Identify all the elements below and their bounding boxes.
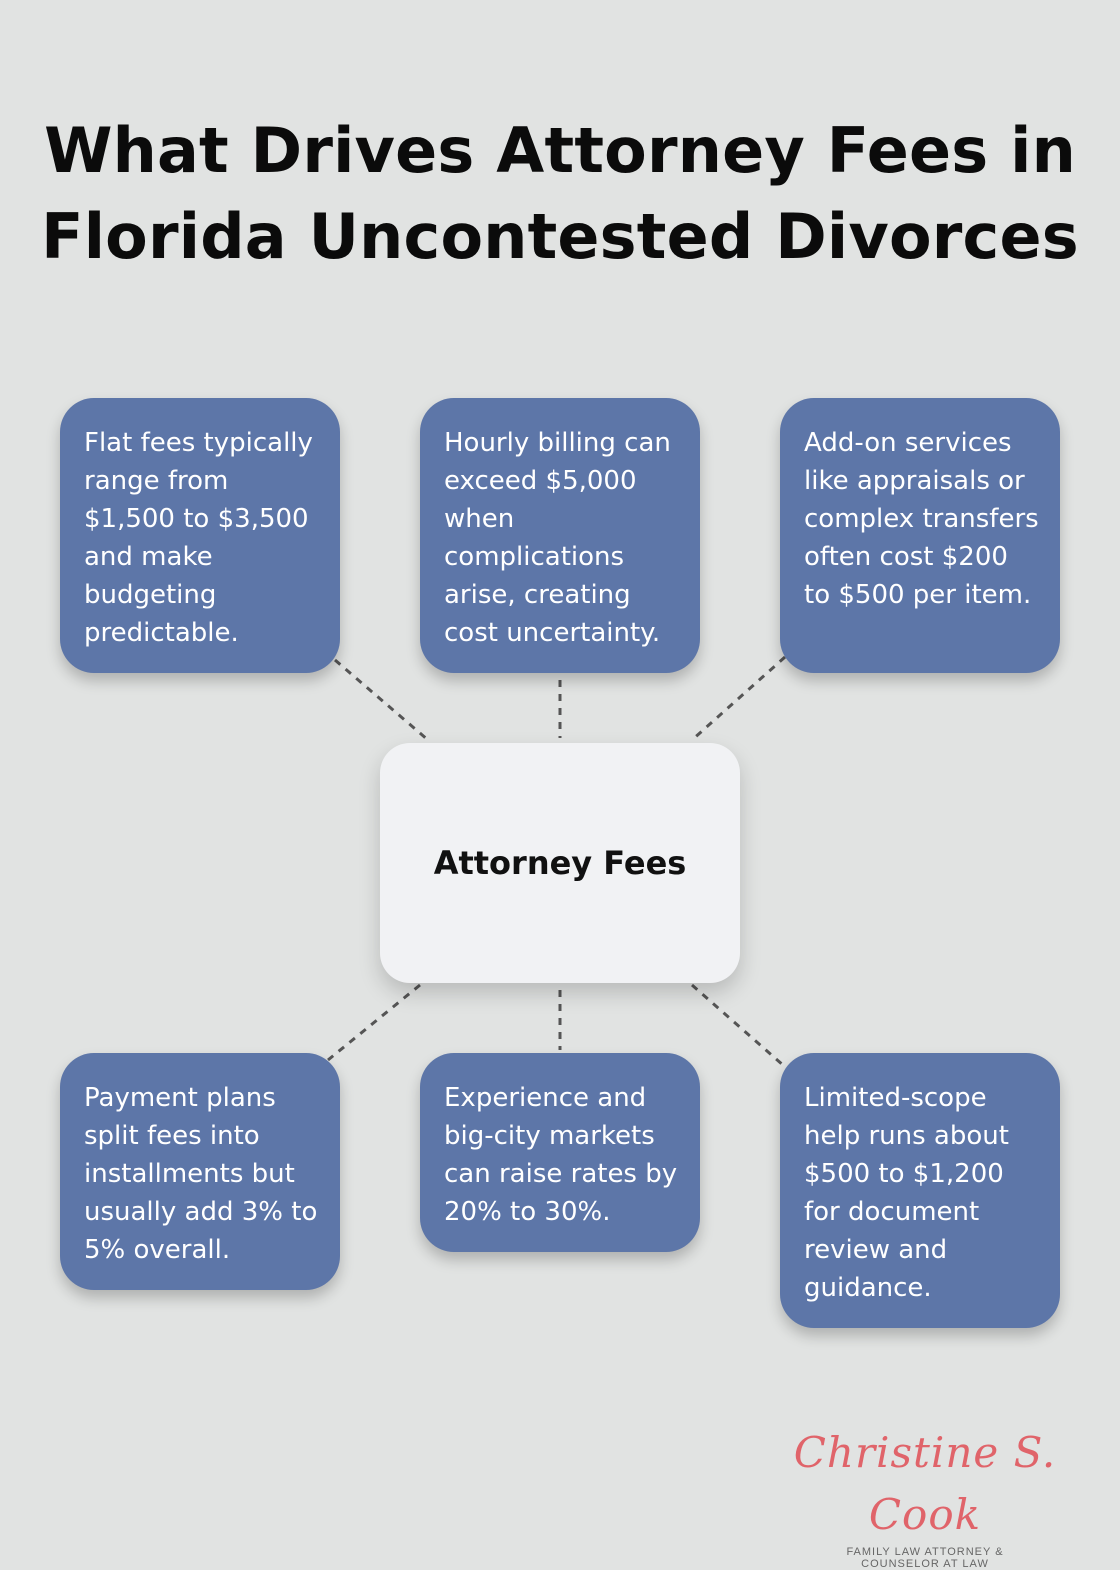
- node-flat-fees: Flat fees typically range from $1,500 to $3,500 and make budgeting predictable.: [60, 398, 340, 673]
- center-label: Attorney Fees: [433, 844, 687, 882]
- center-node: [380, 743, 740, 983]
- node-hourly-billing: Hourly billing can exceed $5,000 when complications arise, creating cost uncertainty.: [420, 398, 700, 673]
- node-experience-markets: Experience and big-city markets can raise rates by 20% to 30%.: [420, 1053, 700, 1252]
- connector-top-right: [692, 657, 785, 740]
- node-limited-scope: Limited-scope help runs about $500 to $1,200 for document review and guidance.: [780, 1053, 1060, 1328]
- connector-bottom-left: [328, 985, 420, 1060]
- title-line-2: Florida Uncontested Divorces: [41, 200, 1079, 273]
- logo-subtitle-1: FAMILY LAW ATTORNEY &: [846, 1546, 1004, 1558]
- connector-bottom-right: [692, 985, 783, 1065]
- title-line-1: What Drives Attorney Fees in: [44, 114, 1076, 187]
- node-payment-plans: Payment plans split fees into installments but usually add 3% to 5% overall.: [60, 1053, 340, 1290]
- connector-top-left: [335, 660, 428, 740]
- node-add-on-services: Add-on services like appraisals or complex transfers often cost $200 to $500 per item.: [780, 398, 1060, 673]
- firm-logo: [780, 1422, 1070, 1570]
- logo-subtitle-2: COUNSELOR AT LAW: [861, 1558, 989, 1570]
- logo-signature: Christine S. Cook: [793, 1428, 1057, 1539]
